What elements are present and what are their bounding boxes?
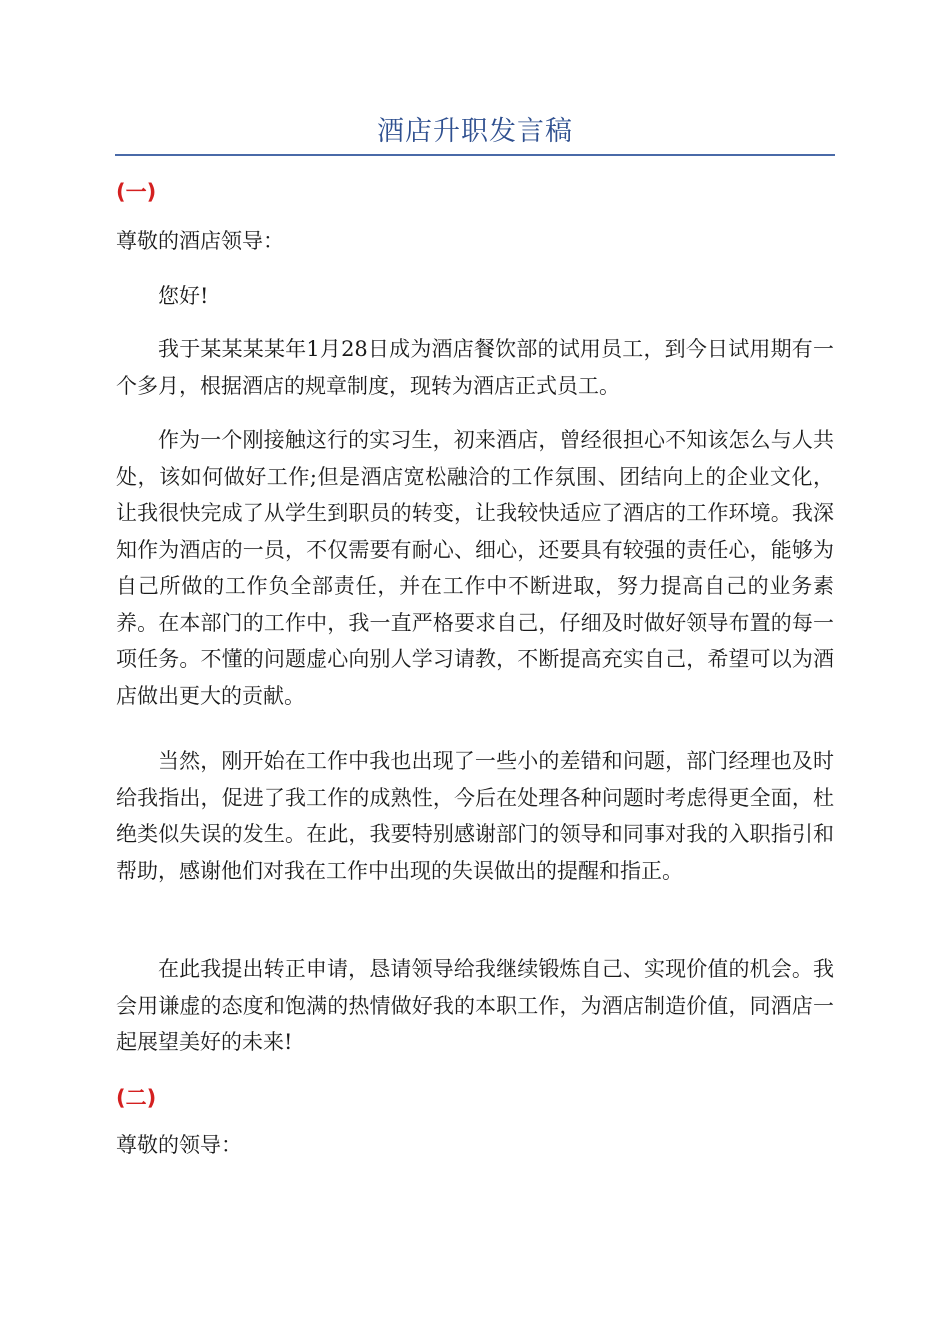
paragraph-4: 在此我提出转正申请，恳请领导给我继续锻炼自己、实现价值的机会。我会用谦虚的态度和饱满的热情做好我的本职工作，为酒店制造价值，同酒店一起展望美好的未来! [116,957,834,1054]
title-underline [115,154,835,156]
section-heading-2: (二) [116,1086,157,1110]
paragraph-3: 当然，刚开始在工作中我也出现了一些小的差错和问题，部门经理也及时给我指出，促进了我工作的成熟性，今后在处理各种问题时考虑得更全面，杜绝类似失误的发生。在此，我要特别感谢部门的领导和同事对我的入职指引和帮助，感谢他们对我在工作中出现的失误做出的提醒和指正。 [116,749,834,883]
section-heading-1: (一) [116,180,157,204]
salutation-2: 尊敬的领导： [116,1133,242,1157]
paragraph-2: 作为一个刚接触这行的实习生，初来酒店，曾经很担心不知该怎么与人共处，该如何做好工作;但是酒店宽松融洽的工作氛围、团结向上的企业文化，让我很快完成了从学生到职员的转变，让我较快适应了酒店的工作环境。我深知作为酒店的一员，不仅需要有耐心、细心，还要具有较强的责任心，能够为自己所做的工作负全部责任，并在工作中不断进取，努力提高自己的业务素养。在本部门的工作中，我一直严格要求自己，仔细及时做好领导布置的每一项任务。不懂的问题虚心向别人学习请教，不断提高充实自己，希望可以为酒店做出更大的贡献。 [116,428,834,708]
paragraph-greeting: 您好! [158,284,209,308]
salutation-1: 尊敬的酒店领导： [116,229,284,253]
paragraph-1: 我于某某某某年1月28日成为酒店餐饮部的试用员工，到今日试用期有一个多月，根据酒店的规章制度，现转为酒店正式员工。 [116,337,834,398]
document-title: 酒店升职发言稿 [377,116,573,147]
